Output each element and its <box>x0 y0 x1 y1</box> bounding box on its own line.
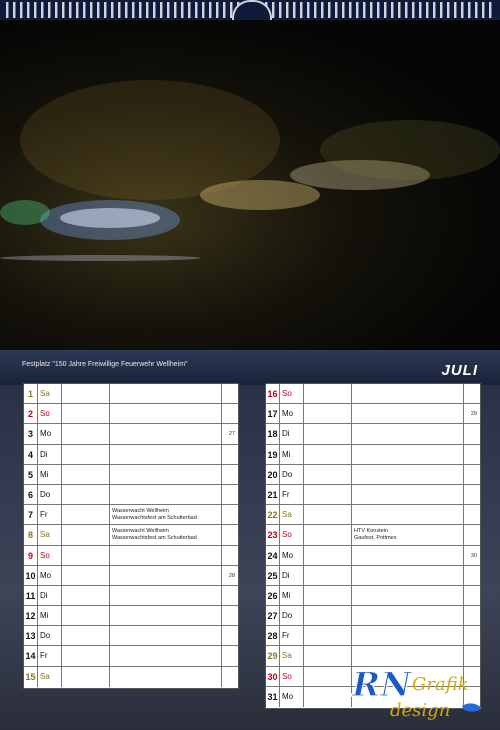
week-number <box>464 606 480 625</box>
weekday-label: Mi <box>38 606 62 625</box>
weekday-label: Mi <box>38 465 62 484</box>
weekday-label: So <box>280 384 304 403</box>
day-number: 14 <box>24 646 38 665</box>
calendar-day-row <box>266 384 480 404</box>
note-cell-left <box>304 485 352 504</box>
svg-text:design: design <box>390 700 451 721</box>
day-number: 19 <box>266 445 280 464</box>
weekday-label: Fr <box>280 626 304 645</box>
calendar-day-row <box>24 424 238 444</box>
day-number: 4 <box>24 445 38 464</box>
calendar-day-row <box>24 465 238 485</box>
note-cell-left <box>62 445 110 464</box>
event-note <box>110 424 222 443</box>
week-number: 27 <box>228 431 235 438</box>
weekday-label: Mo <box>280 687 304 707</box>
calendar-day-row <box>24 646 238 666</box>
note-cell-left <box>304 626 352 645</box>
event-note <box>352 445 464 464</box>
weekday-label: Mi <box>280 586 304 605</box>
week-number <box>222 667 238 687</box>
week-number <box>222 384 238 403</box>
day-number: 20 <box>266 465 280 484</box>
week-number <box>464 465 480 484</box>
note-cell-left <box>304 667 352 686</box>
weekday-label: Sa <box>38 525 62 544</box>
calendar-day-row <box>24 384 238 404</box>
calendar-day-row <box>24 667 238 687</box>
week-number <box>464 384 480 403</box>
week-number <box>464 586 480 605</box>
day-number: 13 <box>24 626 38 645</box>
week-number <box>464 445 480 464</box>
calendar-right <box>265 383 481 709</box>
weekday-label: Sa <box>38 384 62 403</box>
day-number: 10 <box>24 566 38 585</box>
weekday-label: Fr <box>38 646 62 665</box>
day-number: 22 <box>266 505 280 524</box>
calendar-day-row <box>266 586 480 606</box>
calendar-day-row <box>24 525 238 545</box>
day-number: 18 <box>266 424 280 443</box>
calendar-day-row <box>266 404 480 424</box>
weekday-label: Di <box>280 566 304 585</box>
week-number <box>222 525 238 544</box>
calendar-day-row <box>24 566 238 586</box>
week-number: 28 <box>228 572 235 579</box>
calendar-day-row <box>266 424 480 444</box>
event-note <box>110 546 222 565</box>
calendar-day-row <box>266 525 480 545</box>
weekday-label: Do <box>38 626 62 645</box>
day-number: 1 <box>24 384 38 403</box>
note-cell-left <box>62 485 110 504</box>
day-number: 28 <box>266 626 280 645</box>
week-number <box>222 646 238 665</box>
day-number: 27 <box>266 606 280 625</box>
weekday-label: Mo <box>280 404 304 423</box>
event-note <box>352 606 464 625</box>
note-cell-left <box>62 384 110 403</box>
week-number <box>222 465 238 484</box>
day-number: 25 <box>266 566 280 585</box>
note-cell-left <box>62 586 110 605</box>
day-number: 2 <box>24 404 38 423</box>
calendar-day-row <box>24 586 238 606</box>
note-cell-left <box>304 384 352 403</box>
weekday-label: Di <box>38 445 62 464</box>
note-cell-left <box>304 424 352 443</box>
calendar-day-row <box>266 445 480 465</box>
event-note <box>352 384 464 403</box>
week-number <box>222 505 238 524</box>
week-number <box>464 505 480 524</box>
event-note <box>110 384 222 403</box>
day-number: 23 <box>266 525 280 544</box>
weekday-label: So <box>280 667 304 686</box>
day-number: 16 <box>266 384 280 403</box>
note-cell-left <box>304 404 352 423</box>
note-cell-left <box>62 667 110 687</box>
note-cell-left <box>304 525 352 544</box>
note-cell-left <box>62 525 110 544</box>
note-cell-left <box>304 646 352 665</box>
photo-caption: Festplatz "150 Jahre Freiwillige Feuerwehr Wellheim" <box>22 361 188 368</box>
weekday-label: Fr <box>38 505 62 524</box>
weekday-label: Do <box>280 465 304 484</box>
day-number: 6 <box>24 485 38 504</box>
note-cell-left <box>62 646 110 665</box>
week-number <box>464 525 480 544</box>
note-cell-left <box>304 606 352 625</box>
event-note <box>110 485 222 504</box>
week-number <box>464 485 480 504</box>
week-number <box>464 424 480 443</box>
event-note <box>110 667 222 687</box>
event-note <box>352 586 464 605</box>
rn-design-logo <box>350 662 490 722</box>
event-note <box>110 404 222 423</box>
week-number <box>464 626 480 645</box>
calendar-day-row <box>24 505 238 525</box>
calendar-day-row <box>266 626 480 646</box>
event-note <box>352 626 464 645</box>
week-number: 29 <box>470 411 477 418</box>
event-note: Wasserwacht Wellheim Wasserwachtsfest am Schutterbad <box>110 505 222 524</box>
day-number: 5 <box>24 465 38 484</box>
event-note <box>110 586 222 605</box>
calendar-day-row <box>266 546 480 566</box>
event-note <box>352 546 464 565</box>
spiral-binding <box>0 0 500 22</box>
event-note <box>352 404 464 423</box>
week-number <box>222 606 238 625</box>
calendar-day-row <box>266 505 480 525</box>
day-number: 3 <box>24 424 38 443</box>
day-number: 31 <box>266 687 280 707</box>
weekday-label: Mo <box>38 566 62 585</box>
svg-text:RN: RN <box>352 665 412 705</box>
day-number: 11 <box>24 586 38 605</box>
calendar-day-row <box>266 566 480 586</box>
event-note <box>352 424 464 443</box>
calendar-day-row <box>24 546 238 566</box>
event-note: HTV Konstein Gaufest, Pottmes <box>352 525 464 544</box>
weekday-label: Do <box>38 485 62 504</box>
note-cell-left <box>62 465 110 484</box>
calendar-day-row <box>266 465 480 485</box>
event-note <box>352 566 464 585</box>
weekday-label: Sa <box>38 667 62 687</box>
weekday-label: Mo <box>280 546 304 565</box>
note-cell-left <box>304 566 352 585</box>
calendar-day-row <box>24 485 238 505</box>
calendar-day-row <box>24 606 238 626</box>
week-number <box>222 404 238 423</box>
calendar-day-row <box>24 404 238 424</box>
day-number: 24 <box>266 546 280 565</box>
week-number: 30 <box>470 552 477 559</box>
weekday-label: So <box>38 546 62 565</box>
day-number: 29 <box>266 646 280 665</box>
week-number <box>222 445 238 464</box>
event-note <box>110 646 222 665</box>
calendar-left <box>23 383 239 689</box>
weekday-label: Do <box>280 606 304 625</box>
weekday-label: Mi <box>280 445 304 464</box>
day-number: 7 <box>24 505 38 524</box>
day-number: 12 <box>24 606 38 625</box>
svg-text:Grafik: Grafik <box>412 674 469 695</box>
week-number <box>222 586 238 605</box>
event-note <box>352 505 464 524</box>
note-cell-left <box>62 424 110 443</box>
calendar-day-row <box>266 485 480 505</box>
weekday-label: So <box>38 404 62 423</box>
calendar-day-row <box>24 445 238 465</box>
note-cell-left <box>62 566 110 585</box>
note-cell-left <box>62 626 110 645</box>
note-cell-left <box>304 586 352 605</box>
event-note <box>110 566 222 585</box>
event-note <box>352 465 464 484</box>
day-number: 9 <box>24 546 38 565</box>
event-note <box>110 606 222 625</box>
month-title: JULI <box>441 362 478 379</box>
weekday-label: Sa <box>280 505 304 524</box>
calendar-day-row <box>24 626 238 646</box>
weekday-label: Mo <box>38 424 62 443</box>
day-number: 21 <box>266 485 280 504</box>
note-cell-left <box>304 505 352 524</box>
day-number: 30 <box>266 667 280 686</box>
note-cell-left <box>62 546 110 565</box>
weekday-label: So <box>280 525 304 544</box>
weekday-label: Sa <box>280 646 304 665</box>
day-number: 17 <box>266 404 280 423</box>
event-note <box>110 465 222 484</box>
note-cell-left <box>62 606 110 625</box>
event-note <box>352 485 464 504</box>
day-number: 26 <box>266 586 280 605</box>
note-cell-left <box>304 465 352 484</box>
week-number <box>464 566 480 585</box>
day-number: 15 <box>24 667 38 687</box>
weekday-label: Di <box>38 586 62 605</box>
weekday-label: Fr <box>280 485 304 504</box>
event-note <box>110 626 222 645</box>
note-cell-left <box>304 546 352 565</box>
night-village-photo <box>0 20 500 350</box>
week-number <box>222 546 238 565</box>
note-cell-left <box>304 445 352 464</box>
note-cell-left <box>62 404 110 423</box>
note-cell-left <box>304 687 352 707</box>
event-note: Wasserwacht Wellheim Wasserwachtsfest am Schutterbad <box>110 525 222 544</box>
weekday-label: Di <box>280 424 304 443</box>
day-number: 8 <box>24 525 38 544</box>
week-number <box>222 626 238 645</box>
event-note <box>110 445 222 464</box>
week-number <box>222 485 238 504</box>
note-cell-left <box>62 505 110 524</box>
calendar-day-row <box>266 606 480 626</box>
